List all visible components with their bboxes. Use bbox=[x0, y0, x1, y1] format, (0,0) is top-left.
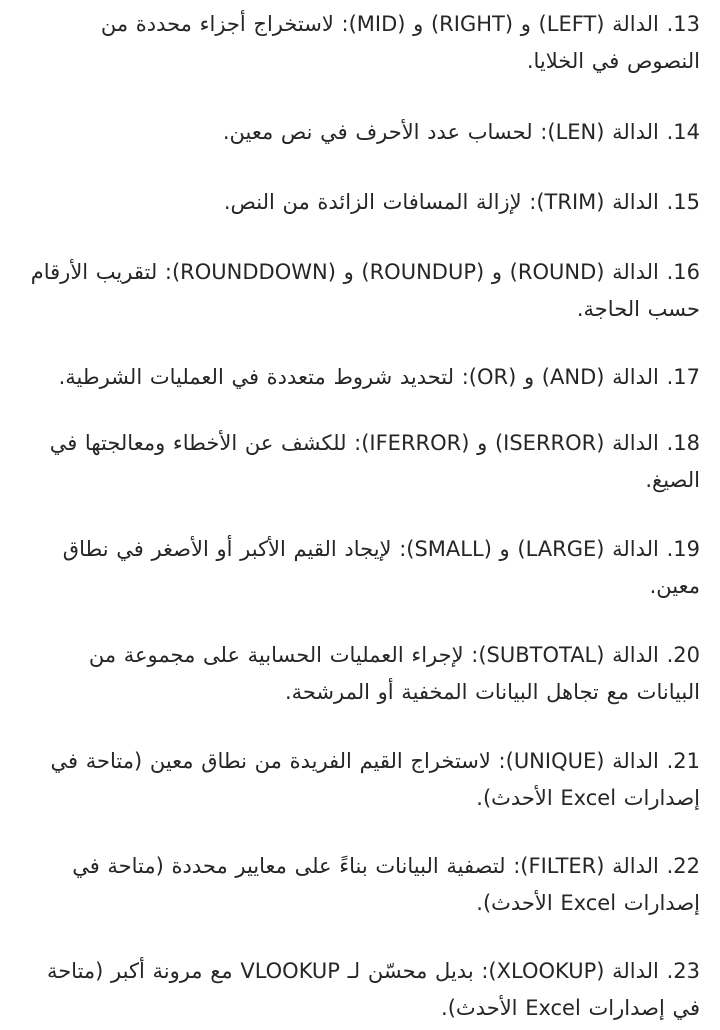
list-item-13 bbox=[22, 6, 700, 80]
list-item-text: الدالة (LEN): لحساب عدد الأحرف في نص معين. bbox=[222, 120, 659, 144]
list-item-number: 19. bbox=[666, 537, 700, 561]
list-item-14 bbox=[22, 114, 700, 151]
list-item-text: الدالة (TRIM): لإزالة المسافات الزائدة من النص. bbox=[223, 190, 659, 214]
list-item-20 bbox=[22, 637, 700, 711]
list-item-text: الدالة (SUBTOTAL): لإجراء العمليات الحسابية على مجموعة من البيانات مع تجاهل البيانات المخفية أو المرشحة. bbox=[88, 643, 700, 704]
list-item-number: 22. bbox=[666, 854, 700, 878]
list-item-text: الدالة (XLOOKUP): بديل محسّن لـ VLOOKUP مع مرونة أكبر (متاحة في إصدارات Excel الأحدث). bbox=[46, 959, 700, 1020]
list-item-15 bbox=[22, 184, 700, 221]
list-item-number: 17. bbox=[666, 365, 700, 389]
list-item-number: 16. bbox=[666, 260, 700, 284]
list-item-23 bbox=[22, 953, 700, 1027]
list-item-text: الدالة (UNIQUE): لاستخراج القيم الفريدة من نطاق معين (متاحة في إصدارات Excel الأحدث). bbox=[50, 749, 700, 810]
list-item-18 bbox=[22, 425, 700, 499]
list-item-number: 15. bbox=[666, 190, 700, 214]
list-item-number: 14. bbox=[666, 120, 700, 144]
list-item-text: الدالة (FILTER): لتصفية البيانات بناءً على معايير محددة (متاحة في إصدارات Excel الأحدث). bbox=[72, 854, 700, 915]
list-item-number: 13. bbox=[666, 12, 700, 36]
list-item-number: 23. bbox=[666, 959, 700, 983]
list-item-text: الدالة (ISERROR) و (IFERROR): للكشف عن الأخطاء ومعالجتها في الصيغ. bbox=[49, 431, 700, 492]
list-item-21 bbox=[22, 743, 700, 817]
list-item-17 bbox=[22, 359, 700, 396]
list-item-text: الدالة (AND) و (OR): لتحديد شروط متعددة في العمليات الشرطية. bbox=[58, 365, 659, 389]
list-item-text: الدالة (LEFT) و (RIGHT) و (MID): لاستخراج أجزاء محددة من النصوص في الخلايا. bbox=[100, 12, 700, 73]
list-item-number: 18. bbox=[666, 431, 700, 455]
list-item-22 bbox=[22, 848, 700, 922]
list-item-16 bbox=[22, 254, 700, 328]
list-item-number: 21. bbox=[666, 749, 700, 773]
list-item-text: الدالة (LARGE) و (SMALL): لإيجاد القيم الأكبر أو الأصغر في نطاق معين. bbox=[62, 537, 700, 598]
list-item-text: الدالة (ROUND) و (ROUNDUP) و (ROUNDDOWN): لتقريب الأرقام حسب الحاجة. bbox=[30, 260, 700, 321]
list-item-number: 20. bbox=[666, 643, 700, 667]
list-item-19 bbox=[22, 531, 700, 605]
